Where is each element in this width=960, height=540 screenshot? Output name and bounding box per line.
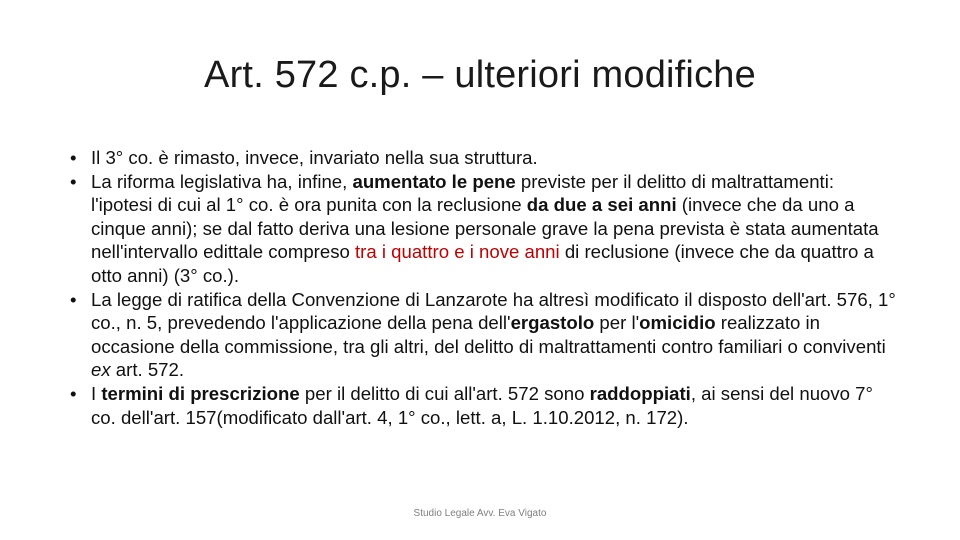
bullet-item-1 bbox=[70, 146, 900, 170]
bullet-1-text: Il 3° co. è rimasto, invece, invariato nella sua struttura. bbox=[91, 147, 538, 168]
bullet-2-text-c: (invece che da uno a cinque anni); se dal fatto deriva una lesione personale grave la pena prevista è stata aumentata nell'intervallo edittale compreso bbox=[91, 194, 879, 263]
red-tra-i-quattro-e-i-nove-anni: tra i quattro e i nove anni bbox=[355, 241, 560, 263]
bold-da-due-a-sei-anni: da due a sei anni bbox=[526, 194, 677, 216]
bold-aumentato-le-pene: aumentato le pene bbox=[352, 170, 516, 192]
bullet-list bbox=[70, 146, 900, 429]
bullet-2-text-a: La riforma legislativa ha, infine, bbox=[91, 170, 353, 192]
bullet-item-2 bbox=[70, 170, 900, 288]
bold-termini-di-prescrizione: termini di prescrizione bbox=[101, 382, 300, 404]
bullet-3-text-a: La legge di ratifica della Convenzione di Lanzarote ha altresì modificato il disposto dell'art. 576, 1° co., n. 5, prevedendo l'applicazione della pena dell' bbox=[91, 288, 896, 334]
bullet-2-text-b: previste per il delitto di maltrattamenti: l'ipotesi di cui al 1° co. è ora punita con la reclusione bbox=[91, 170, 835, 216]
slide-title: Art. 572 c.p. – ulteriori modifiche bbox=[204, 54, 756, 96]
bold-raddoppiati: raddoppiati bbox=[589, 382, 691, 404]
bullet-4-text-c: , ai sensi del nuovo 7° co. dell'art. 157(modificato dall'art. 4, 1° co., lett. a, L. 1.10.2012, n. 172). bbox=[91, 382, 873, 428]
slide-footer: Studio Legale Avv. Eva Vigato bbox=[413, 508, 547, 519]
bullet-4-text-a: I bbox=[91, 382, 102, 404]
italic-ex: ex bbox=[91, 359, 111, 381]
bullet-3-text-c: realizzato in occasione della commissione, tra gli altri, del delitto di maltrattamenti contro familiari o conviventi bbox=[91, 312, 886, 357]
bullet-item-3 bbox=[70, 288, 900, 382]
bullet-4-text-b: per il delitto di cui all'art. 572 sono bbox=[299, 382, 590, 404]
bullet-3-text-b: per l' bbox=[594, 312, 640, 334]
bullet-3-text-d: art. 572. bbox=[110, 359, 185, 381]
bullet-item-4 bbox=[70, 382, 900, 429]
bullet-2-text-d: di reclusione (invece che da quattro a otto anni) (3° co.). bbox=[91, 241, 874, 286]
bold-omicidio: omicidio bbox=[639, 312, 716, 334]
bold-ergastolo: ergastolo bbox=[510, 312, 595, 334]
